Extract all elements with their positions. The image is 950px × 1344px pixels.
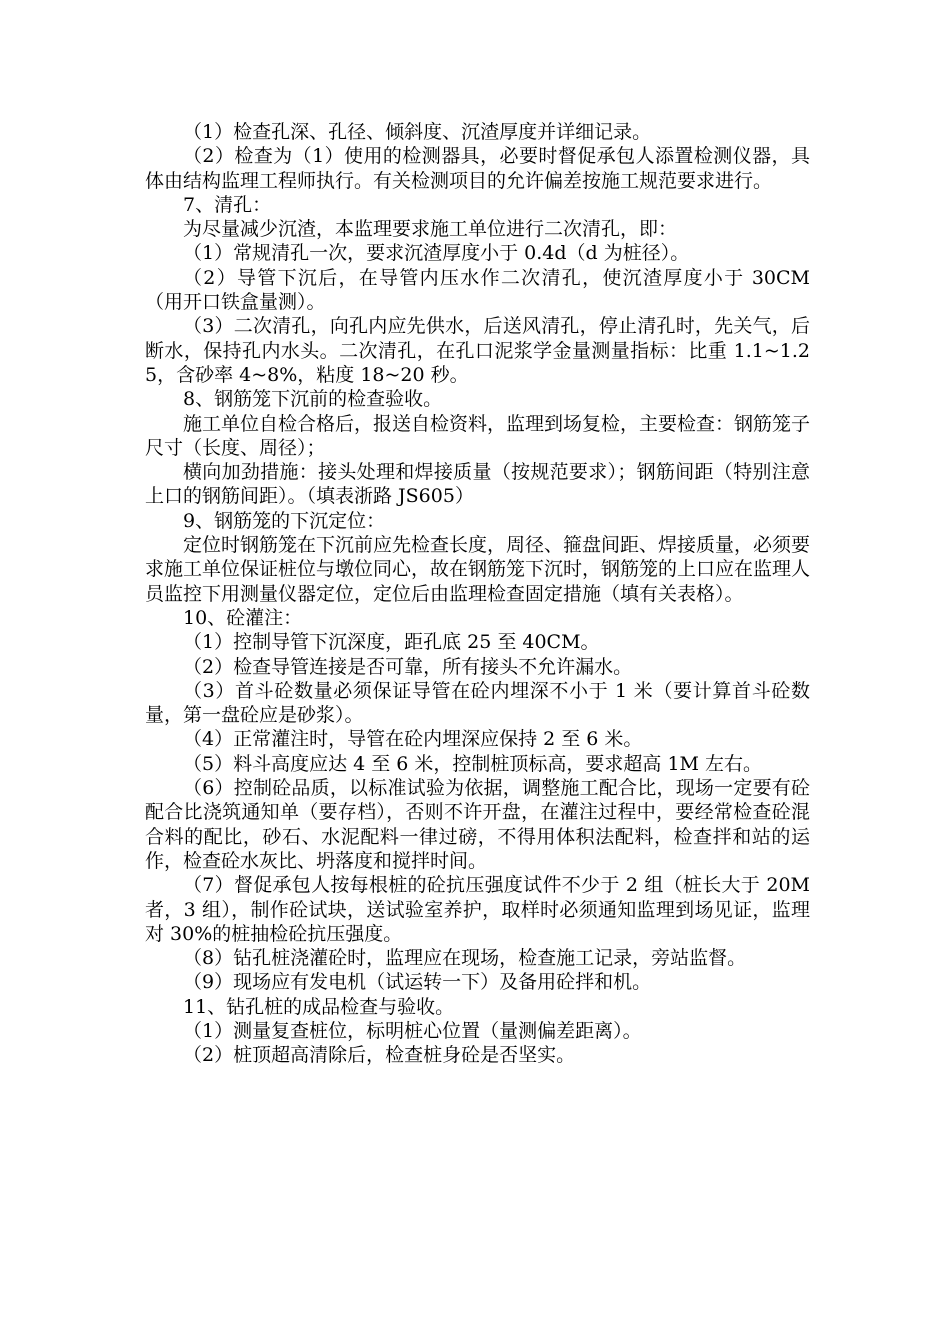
paragraph-12: （3）首斗砼数量必须保证导管在砼内埋深不小于 1 米（要计算首斗砼数量，第一盘砼应是砂浆）。 [145, 679, 810, 727]
paragraph-20: （2）桩顶超高清除后，检查桩身砼是否坚实。 [183, 1044, 576, 1067]
paragraph-16: （7）督促承包人按每根桩的砼抗压强度试件不少于 2 组（桩长大于 20M 者，3 组），制作砼试块，送试验室养护，取样时必须通知监理到场见证，监理对 30%的桩抽检砼抗压强度。 [145, 874, 810, 945]
paragraph-4: （1）常规清孔一次，要求沉渣厚度小于 0.4d（d 为桩径）。 [183, 242, 690, 265]
paragraph-8: 横向加劲措施：接头处理和焊接质量（按规范要求）；钢筋间距（特别注意上口的钢筋间距）。（填表浙路 JS605） [145, 461, 810, 508]
paragraph-7: 施工单位自检合格后，报送自检资料，监理到场复检，主要检查：钢筋笼子尺寸（长度、周径）； [145, 412, 811, 459]
paragraph-1: （1）检查孔深、孔径、倾斜度、沉渣厚度并详细记录。 [183, 121, 652, 143]
paragraph-17: （8）钻孔桩浇灌砼时，监理应在现场，检查施工记录，旁站监督。 [183, 947, 747, 970]
section-heading-10: 10、砼灌注： [183, 606, 303, 629]
paragraph-14: （5）料斗高度应达 4 至 6 米，控制桩顶标高，要求超高 1M 左右。 [183, 752, 763, 775]
paragraph-10: （1）控制导管下沉深度，距孔底 25 至 40CM。 [183, 631, 600, 654]
document-page [145, 120, 810, 1068]
paragraph-6: （3）二次清孔，向孔内应先供水，后送风清孔，停止清孔时，先关气，后断水，保持孔内水头。二次清孔，在孔口泥浆学金量测量指标：比重 1.1~1.25，含砂率 4~8%，粘度 18~20 秒。 [145, 315, 810, 386]
section-heading-11: 11、钻孔桩的成品检查与验收。 [183, 995, 455, 1018]
paragraph-15: （6）控制砼品质，以标准试验为依据，调整施工配合比，现场一定要有砼配合比浇筑通知单（要存档），否则不许开盘，在灌注过程中，要经常检查砼混合料的配比，砂石、水泥配料一律过磅，不得用体积法配料，检查拌和站的运作，检查砼水灰比、坍落度和搅拌时间。 [145, 777, 810, 872]
paragraph-9: 定位时钢筋笼在下沉前应先检查长度，周径、箍盘间距、焊接质量，必须要求施工单位保证桩位与墩位同心，故在钢筋笼下沉时，钢筋笼的上口应在监理人员监控下用测量仪器定位，定位后由监理检查固定措施（填有关表格）。 [145, 534, 811, 605]
section-heading-7: 7、清孔： [183, 193, 272, 216]
paragraph-13: （4）正常灌注时，导管在砼内埋深应保持 2 至 6 米。 [183, 728, 643, 751]
paragraph-3: 为尽量减少沉渣，本监理要求施工单位进行二次清孔，即： [183, 218, 678, 241]
paragraph-11: （2）检查导管连接是否可靠，所有接头不允许漏水。 [183, 655, 633, 678]
section-heading-8: 8、钢筋笼下沉前的检查验收。 [183, 388, 443, 411]
paragraph-5: （2）导管下沉后，在导管内压水作二次清孔，使沉渣厚度小于 30CM（用开口铁盒量测）。 [145, 266, 810, 314]
paragraph-18: （9）现场应有发电机（试运转一下）及备用砼拌和机。 [183, 971, 652, 994]
paragraph-2: （2）检查为（1）使用的检测器具，必要时督促承包人添置检测仪器，具体由结构监理工程师执行。有关检测项目的允许偏差按施工规范要求进行。 [145, 145, 810, 192]
paragraph-19: （1）测量复查桩位，标明桩心位置（量测偏差距离）。 [183, 1019, 642, 1042]
section-heading-9: 9、钢筋笼的下沉定位： [183, 509, 386, 532]
